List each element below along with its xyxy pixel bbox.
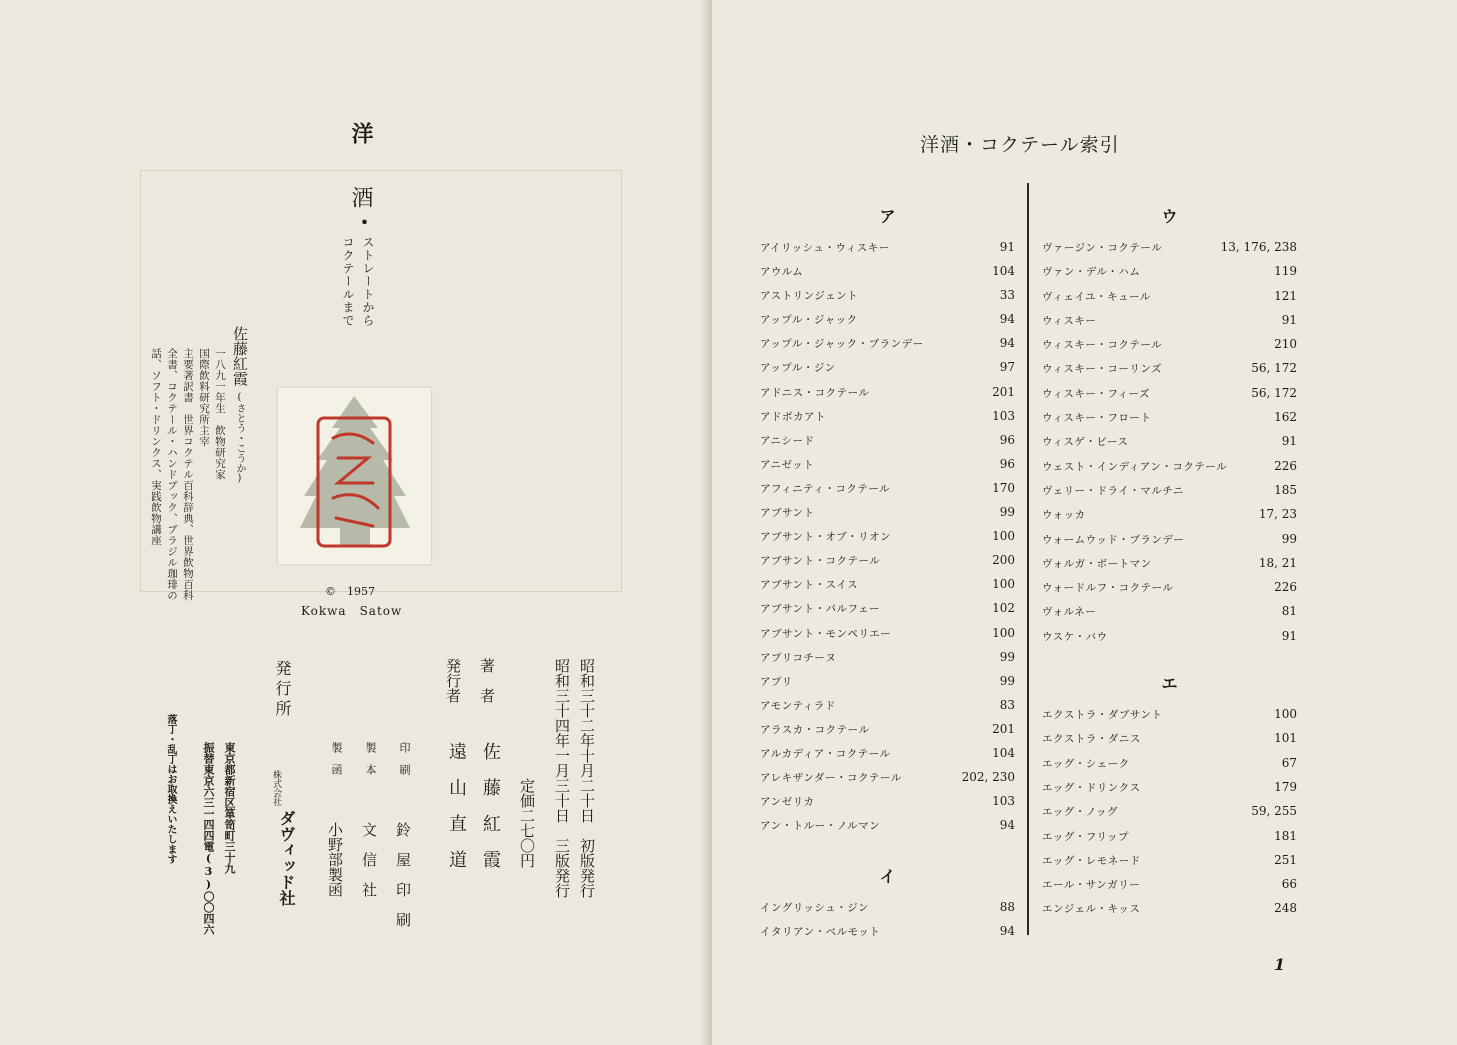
index-entry — [1042, 580, 1297, 604]
index-entry — [1042, 337, 1297, 361]
index-entry-pages: 201 — [992, 721, 1015, 736]
index-entry-name: ヴィェイユ・キュール — [1042, 290, 1151, 303]
index-entry-name: ウォッカ — [1042, 509, 1086, 522]
author-bio-line: 主要著訳書 世界コクテル百科辞典、世界飲物百科 — [182, 348, 194, 601]
index-entry — [760, 577, 1015, 601]
page-number: 1 — [1274, 955, 1286, 974]
colophon-date-third: 昭和三十四年一月三十日 三版発行 — [553, 658, 571, 898]
index-entry — [760, 722, 1015, 746]
index-entry-name: アフィニティ・コクテール — [760, 482, 891, 495]
index-entry — [760, 794, 1015, 818]
index-entry-name: アイリッシュ・ウィスキー — [760, 242, 890, 254]
index-entry-name: エンジェル・キッス — [1042, 903, 1141, 916]
index-entry — [1042, 361, 1297, 385]
index-entry-pages: 67 — [1281, 755, 1297, 770]
index-entry — [760, 698, 1015, 722]
index-entry — [1042, 386, 1297, 410]
index-entry-pages: 99 — [1281, 531, 1297, 546]
index-entry — [1042, 289, 1297, 313]
index-entry — [1042, 483, 1297, 507]
index-entry-name: ウスケ・バウ — [1042, 630, 1108, 643]
index-entry — [760, 433, 1015, 457]
index-group-heading: ア — [879, 207, 896, 226]
index-entry — [760, 505, 1015, 529]
author-seal-stamp — [278, 388, 431, 564]
colophon-case-value: 小野部製函 — [326, 822, 344, 897]
index-entry — [760, 674, 1015, 698]
index-entry-pages: 56, 172 — [1251, 385, 1297, 400]
index-entry-pages: 97 — [999, 360, 1015, 375]
index-entry-pages: 210 — [1274, 337, 1297, 352]
index-entry-pages: 251 — [1274, 852, 1297, 867]
index-entry-pages: 56, 172 — [1251, 361, 1297, 376]
colophon-furikae: 振替東京六三一四四電(3)〇〇四六 — [202, 742, 215, 935]
index-entry — [1042, 410, 1297, 434]
seal-icon — [278, 388, 431, 564]
colophon-publisher-label: 発行者 — [444, 658, 462, 703]
index-entry-name: アブサント・パルフェー — [760, 603, 880, 616]
index-entry-pages: 99 — [999, 673, 1015, 688]
index-entry-name: エール・サンガリー — [1042, 879, 1141, 892]
index-entry-name: アン・トルー・ノルマン — [760, 820, 881, 833]
index-entry-name: エクストラ・ダニス — [1042, 733, 1141, 746]
index-entry-name: アレキザンダー・コクテール — [760, 772, 902, 785]
index-entry-name: ヴォルガ・ボートマン — [1042, 557, 1152, 570]
index-entry-pages: 121 — [1274, 288, 1297, 303]
index-entry-pages: 94 — [999, 818, 1015, 833]
index-entry — [760, 746, 1015, 770]
index-entry-pages: 91 — [1281, 628, 1297, 643]
index-entry — [760, 924, 1015, 948]
colophon-author-value: 佐 藤 紅 霞 — [480, 742, 501, 868]
index-entry — [760, 529, 1015, 553]
index-entry-name: ヴァン・デル・ハム — [1042, 266, 1141, 279]
index-entry-name: アストリンジェント — [760, 290, 859, 303]
author-bio-line: 全書、コクテール・ハンドブック、ブラジル珈琲の — [166, 348, 178, 601]
colophon-note: 落丁・乱丁はお取換えいたします — [165, 714, 176, 864]
index-entry — [1042, 507, 1297, 531]
index-entry — [760, 601, 1015, 625]
index-entry-pages: 181 — [1274, 828, 1297, 843]
index-entry — [760, 240, 1015, 264]
index-entry — [1042, 629, 1297, 653]
index-entry-pages: 91 — [999, 240, 1015, 254]
index-entry — [1042, 459, 1297, 483]
index-entry-name: ウィスゲ・ビース — [1042, 436, 1129, 449]
index-entry-name: イングリッシュ・ジン — [760, 902, 869, 915]
index-entry — [1042, 901, 1297, 925]
index-entry-pages: 96 — [999, 456, 1015, 471]
index-entry — [760, 288, 1015, 312]
colophon-page — [0, 0, 712, 1045]
index-entry-name: アウルム — [760, 266, 804, 279]
index-entry-name: ウェスト・インディアン・コクテール — [1042, 460, 1228, 473]
index-entry-pages: 104 — [992, 745, 1015, 760]
index-entry — [760, 626, 1015, 650]
index-entry-pages: 94 — [999, 312, 1015, 327]
index-entry-name: ヴェリー・ドライ・マルチニ — [1042, 484, 1184, 497]
index-entry — [1042, 240, 1297, 264]
colophon-price: 定価二七〇円 — [518, 778, 536, 868]
index-entry-pages: 17, 23 — [1258, 507, 1297, 522]
index-entry-name: エッグ・レモネード — [1042, 854, 1141, 867]
index-entry-name: アプリ — [760, 675, 793, 688]
colophon-publisher-value: 遠 山 直 道 — [446, 742, 467, 868]
index-entry-name: エッグ・ノッグ — [1042, 806, 1119, 819]
index-group-heading: エ — [1161, 674, 1178, 694]
index-entry-pages: 88 — [999, 900, 1015, 915]
colophon-company: ダヴィッド社 — [277, 810, 296, 906]
index-entry-name: ヴォルネー — [1042, 606, 1097, 619]
book-title-char-1: 洋 — [348, 122, 374, 144]
index-entry — [1042, 756, 1297, 780]
author-bio-line: 国際飲料研究所主宰 — [198, 348, 210, 447]
subtitle-line-1: ストレートから — [361, 236, 375, 327]
index-entry-name: イタリアン・ベルモット — [760, 926, 881, 939]
index-entry — [1042, 532, 1297, 556]
author-name: 佐藤紅霞 — [231, 326, 249, 386]
index-entry-name: アルカディア・コクテール — [760, 747, 891, 760]
subtitle-line-2: コクテールまで — [341, 236, 355, 327]
index-entry — [760, 900, 1015, 924]
index-group-heading: イ — [879, 867, 896, 887]
index-entry-pages: 13, 176, 238 — [1220, 240, 1297, 254]
index-entry — [760, 650, 1015, 674]
author-bio-line: 一八九一年生 飲物研究家 — [214, 348, 226, 480]
index-entry-pages: 101 — [1274, 731, 1297, 746]
index-column-right — [1042, 204, 1297, 926]
index-entry-pages: 103 — [992, 408, 1015, 423]
colophon-print-label: 印 刷 — [398, 742, 411, 775]
index-entry — [760, 264, 1015, 288]
index-entry — [1042, 707, 1297, 731]
index-entry-name: アップル・ジャック・ブランデー — [760, 338, 924, 351]
index-entry — [1042, 434, 1297, 458]
colophon-print-value: 鈴 屋 印 刷 — [394, 822, 412, 927]
index-entry-name: アニゼット — [760, 458, 815, 471]
index-entry-pages: 185 — [1274, 482, 1297, 497]
index-entry-name: アドボカアト — [760, 410, 826, 423]
index-entry — [760, 770, 1015, 794]
index-entry-name: アラスカ・コクテール — [760, 723, 870, 736]
index-entry — [1042, 556, 1297, 580]
index-entry-pages: 100 — [992, 529, 1015, 544]
index-entry-pages: 103 — [992, 794, 1015, 809]
colophon-case-label: 製 函 — [330, 742, 343, 775]
index-entry-pages: 226 — [1274, 458, 1297, 473]
index-entry-pages: 104 — [992, 264, 1015, 279]
index-entry-pages: 200 — [992, 553, 1015, 568]
index-entry — [1042, 604, 1297, 628]
index-title: 洋酒・コクテール索引 — [920, 134, 1120, 156]
index-entry-pages: 96 — [999, 432, 1015, 447]
copyright-line-1: © 1957 — [325, 585, 375, 598]
index-group-heading: ウ — [1161, 207, 1178, 226]
book-title-dot: ・ — [351, 212, 375, 232]
index-entry — [760, 457, 1015, 481]
copyright-line-2: Kokwa Satow — [301, 604, 403, 618]
index-entry-name: アブサント — [760, 507, 815, 520]
index-entry-name: ウォームウッド・ブランデー — [1042, 533, 1185, 546]
index-entry — [1042, 780, 1297, 804]
index-entry-pages: 100 — [992, 577, 1015, 592]
index-entry-pages: 248 — [1274, 901, 1297, 916]
index-entry-pages: 179 — [1274, 779, 1297, 794]
index-entry-pages: 59, 255 — [1251, 804, 1297, 819]
index-entry-pages: 100 — [992, 625, 1015, 640]
index-entry-pages: 201 — [992, 384, 1015, 399]
index-entry-pages: 100 — [1274, 707, 1297, 722]
index-entry — [1042, 731, 1297, 755]
index-entry — [760, 553, 1015, 577]
index-entry-pages: 162 — [1274, 410, 1297, 425]
book-title-char-2: 酒 — [348, 186, 373, 208]
index-entry-pages: 91 — [1281, 434, 1297, 449]
index-entry-name: ウィスキー・フロート — [1042, 412, 1152, 425]
index-entry-name: ウォードルフ・コクテール — [1042, 582, 1174, 595]
colophon-office-label: 発行所 — [273, 660, 292, 720]
index-entry-name: アプリコチーヌ — [760, 651, 837, 664]
index-entry-name: アンゼリカ — [760, 796, 815, 809]
index-entry-name: ウィスキー・コクテール — [1042, 339, 1163, 352]
index-entry-name: アブサント・コクテール — [760, 555, 881, 568]
index-entry-name: ウィスキー・フィーズ — [1042, 387, 1151, 400]
index-entry-pages: 33 — [999, 288, 1015, 303]
index-entry — [1042, 264, 1297, 288]
index-column-left — [760, 204, 1015, 949]
index-entry-pages: 18, 21 — [1258, 555, 1297, 570]
colophon-company-prefix: 株式会社 — [271, 770, 281, 806]
index-entry — [1042, 877, 1297, 901]
index-entry-name: エクストラ・ダブサント — [1042, 709, 1163, 722]
index-entry-pages: 119 — [1274, 264, 1297, 279]
index-entry — [760, 312, 1015, 336]
index-entry-pages: 66 — [1281, 877, 1297, 892]
index-entry-name: アップル・ジャック — [760, 314, 858, 327]
column-divider — [1027, 183, 1029, 935]
index-entry — [760, 360, 1015, 384]
index-entry-name: エッグ・ドリンクス — [1042, 781, 1141, 794]
colophon-author-label: 著 者 — [478, 658, 496, 703]
index-entry-name: アップル・ジン — [760, 362, 836, 375]
index-entry-name: アモンティラド — [760, 699, 836, 712]
colophon-address: 東京都新宿区箪笥町三十九 — [223, 742, 236, 874]
index-entry-name: エッグ・フリップ — [1042, 830, 1129, 843]
index-entry-pages: 91 — [1281, 312, 1297, 327]
index-entry — [1042, 853, 1297, 877]
index-entry-pages: 99 — [999, 649, 1015, 664]
index-entry-name: アブサント・オブ・リオン — [760, 531, 892, 544]
index-entry-name: ウィスキー・コーリンズ — [1042, 363, 1163, 376]
index-entry-name: アブサント・モンペリエー — [760, 627, 892, 640]
index-entry-name: アドニス・コクテール — [760, 386, 870, 399]
index-entry-pages: 81 — [1281, 604, 1297, 619]
index-entry — [1042, 829, 1297, 853]
index-entry-pages: 226 — [1274, 580, 1297, 595]
colophon-binding-value: 文 信 社 — [360, 822, 378, 897]
index-entry-pages: 94 — [999, 924, 1015, 939]
index-entry-pages: 83 — [999, 697, 1015, 712]
index-entry-pages: 94 — [999, 336, 1015, 351]
colophon-binding-label: 製 本 — [364, 742, 377, 775]
index-entry-pages: 170 — [992, 480, 1015, 495]
index-entry-pages: 102 — [992, 601, 1015, 616]
colophon-date-first: 昭和三十二年十月二十日 初版発行 — [578, 658, 596, 898]
index-entry-pages: 202, 230 — [961, 770, 1015, 785]
index-entry — [1042, 804, 1297, 828]
index-entry — [760, 336, 1015, 360]
index-entry-name: アブサント・スイス — [760, 579, 859, 592]
index-entry-pages: 99 — [999, 505, 1015, 520]
index-entry-name: エッグ・シェーク — [1042, 757, 1130, 770]
author-bio-line: 話、ソフト・ドリンクス、実践飲物講座 — [150, 348, 162, 546]
author-reading: (さとう・こうか) — [234, 392, 245, 484]
index-entry-name: アニシード — [760, 434, 815, 447]
index-entry-name: ヴァージン・コクテール — [1042, 242, 1163, 254]
index-entry — [760, 481, 1015, 505]
index-entry — [1042, 313, 1297, 337]
index-entry — [760, 385, 1015, 409]
index-entry — [760, 409, 1015, 433]
index-entry-name: ウィスキー — [1042, 314, 1097, 327]
index-entry — [760, 818, 1015, 842]
